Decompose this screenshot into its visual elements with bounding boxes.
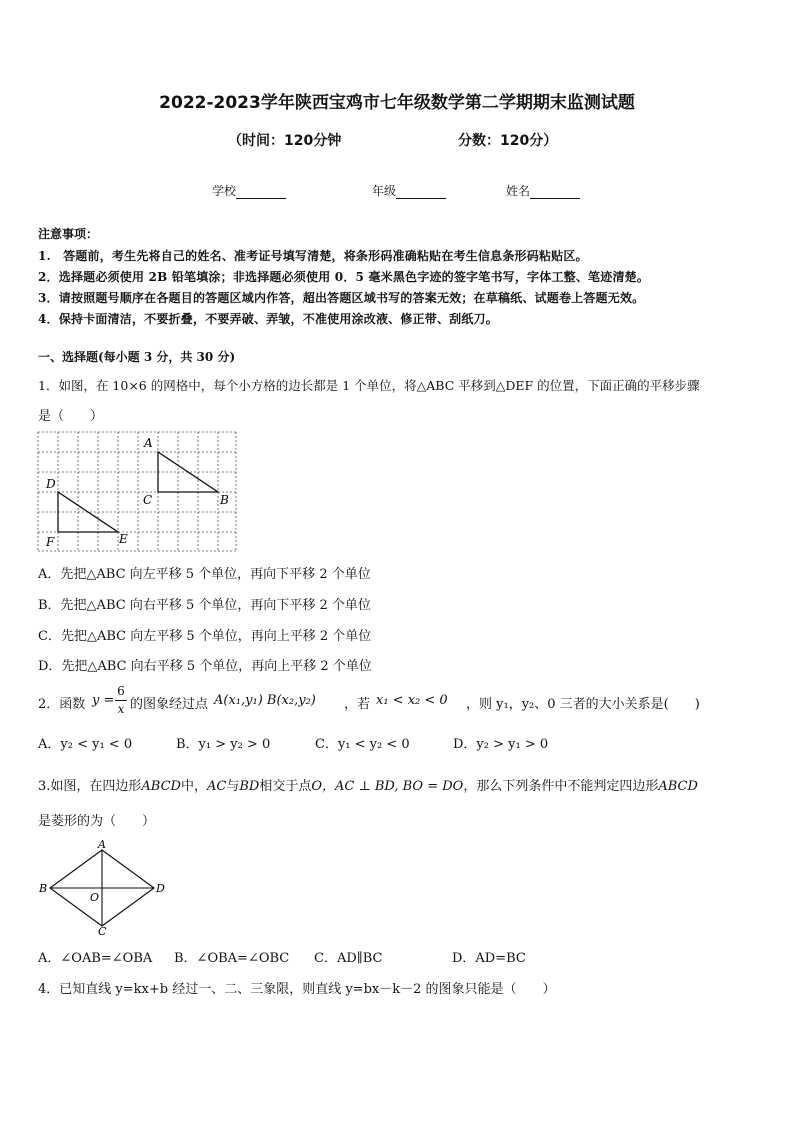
q2-cond-prefix: ，若	[344, 697, 371, 712]
q2-option-b[interactable]: B．y₁ > y₂ > 0	[176, 737, 271, 752]
q3-stem	[38, 775, 698, 794]
q2-mid: 的图象经过点	[130, 697, 209, 712]
page-title: 2022-2023学年陕西宝鸡市七年级数学第二学期期末监测试题	[159, 93, 635, 113]
q2-points: A(x₁,y₁) B(x₂,y₂)	[214, 693, 316, 708]
label-o: O	[90, 891, 100, 904]
label-a: A	[144, 436, 153, 450]
label-d: D	[156, 882, 165, 895]
q2-frac-den: x	[117, 702, 125, 716]
q3-abcd: ABCD	[658, 779, 698, 794]
notice-item: 4．保持卡面清洁，不要折叠，不要弄破、弄皱，不准使用涂改液、修正带、刮纸刀。	[38, 312, 498, 326]
exam-score: 分数：120分）	[458, 133, 558, 149]
q3-rhombus-figure	[36, 838, 170, 936]
label-c: C	[98, 925, 107, 936]
q2-condition: x₁ < x₂ < 0	[376, 693, 448, 708]
q1-option-d[interactable]: D．先把△ABC 向右平移 5 个单位，再向上平移 2 个单位	[38, 659, 372, 674]
label-b: B	[220, 493, 229, 507]
q1-grid-figure	[36, 430, 242, 554]
label-c: C	[143, 493, 153, 507]
q1-option-c[interactable]: C．先把△ABC 向左平移 5 个单位，再向上平移 2 个单位	[38, 629, 372, 644]
q3-stem-cont: 是菱形的为（ ）	[38, 814, 156, 829]
label-d: D	[46, 477, 56, 491]
q3-ac: AC	[206, 779, 227, 794]
q3-option-b[interactable]: B．∠OBA=∠OBC	[174, 951, 290, 966]
label-f: F	[46, 535, 55, 549]
exam-time: （时间：120分钟	[228, 133, 342, 149]
q2-prefix: 2．函数	[38, 697, 86, 712]
q1-option-a[interactable]: A．先把△ABC 向左平移 5 个单位，再向下平移 2 个单位	[38, 567, 371, 582]
q1-stem-cont: 是（ ）	[38, 409, 104, 424]
grade-label: 年级	[372, 184, 397, 198]
notice-item: 1. 答题前，考生先将自己的姓名、准考证号填写清楚，将条形码准确粘贴在考生信息条形码粘贴区。	[38, 249, 588, 263]
name-field[interactable]	[506, 182, 580, 199]
q3-part: 中，	[180, 779, 207, 794]
q2-func-lhs: y =	[92, 693, 115, 708]
notice-item: 2．选择题必须使用 2B 铅笔填涂；非选择题必须使用 0．5 毫米黑色字迹的签字笔书写，字体工整、笔迹清楚。	[38, 270, 650, 284]
q2-frac-bar	[115, 700, 127, 701]
school-field[interactable]	[212, 182, 286, 199]
name-label: 姓名	[506, 184, 531, 198]
school-blank[interactable]	[236, 186, 286, 199]
q3-option-c[interactable]: C．AD∥BC	[314, 951, 383, 966]
q2-suffix: ，则 y₁，y₂、0 三者的大小关系是( )	[466, 697, 700, 712]
q3-option-d[interactable]: D．AD=BC	[452, 951, 526, 966]
q3-part: ，那么下列条件中不能判定四边形	[463, 779, 659, 794]
grade-field[interactable]	[372, 182, 446, 199]
label-b: B	[39, 882, 48, 895]
q3-option-a[interactable]: A．∠OAB=∠OBA	[38, 951, 153, 966]
q2-option-d[interactable]: D．y₂ > y₁ > 0	[453, 737, 549, 752]
q1-stem: 1．如图，在 10×6 的网格中，每个小方格的边长都是 1 个单位，将△ABC 平移到△DEF 的位置，下面正确的平移步骤	[38, 378, 700, 393]
q2-option-c[interactable]: C．y₁ < y₂ < 0	[315, 737, 410, 752]
q3-bd: BD	[239, 779, 260, 794]
q2-option-a[interactable]: A．y₂ < y₁ < 0	[38, 737, 133, 752]
q3-o: O	[311, 779, 323, 794]
notice-heading: 注意事项：	[38, 227, 99, 241]
q3-abcd: ABCD	[141, 779, 181, 794]
q3-condition: ，AC ⊥ BD, BO = DO	[322, 779, 464, 794]
q4-stem: 4．已知直线 y=kx+b 经过一、二、三象限，则直线 y=bx－k－2 的图象只能是（ ）	[38, 982, 556, 997]
q2-frac-num: 6	[117, 684, 125, 698]
section-title: 一、选择题(每小题 3 分，共 30 分)	[38, 350, 236, 364]
label-a: A	[98, 838, 106, 851]
name-blank[interactable]	[530, 186, 580, 199]
q3-part: 与	[226, 779, 240, 794]
q3-part: 3.如图，在四边形	[38, 779, 142, 794]
school-label: 学校	[212, 184, 237, 198]
label-e: E	[119, 532, 128, 546]
grade-blank[interactable]	[396, 186, 446, 199]
q1-option-b[interactable]: B．先把△ABC 向右平移 5 个单位，再向下平移 2 个单位	[38, 598, 371, 613]
notice-item: 3．请按照题号顺序在各题目的答题区域内作答，超出答题区域书写的答案无效；在草稿纸、试题卷上答题无效。	[38, 291, 645, 305]
q3-part: 相交于点	[259, 779, 312, 794]
